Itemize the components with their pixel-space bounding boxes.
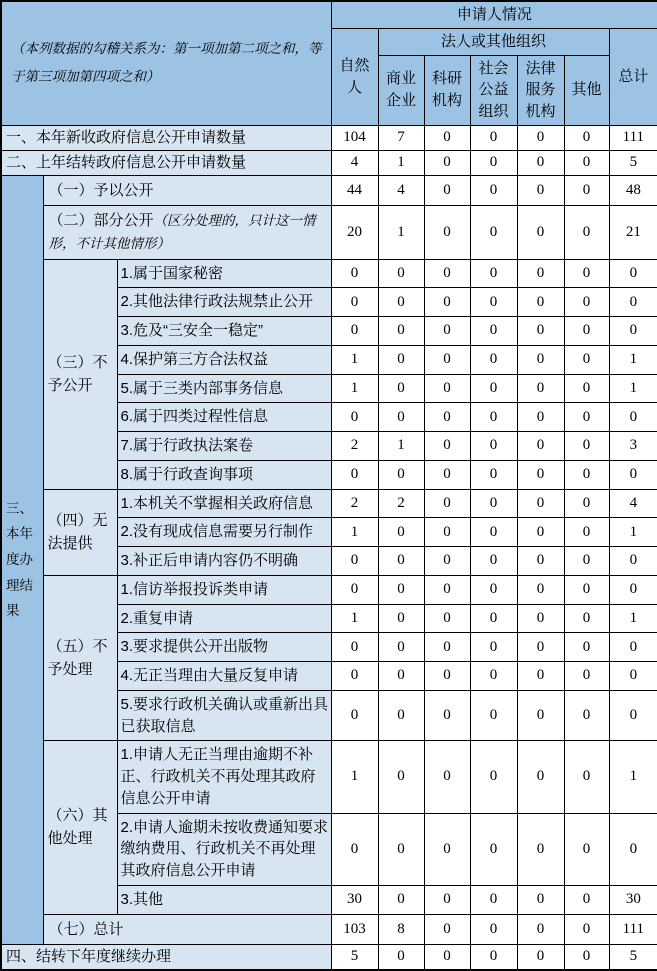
value-cell: 0 [564, 206, 609, 260]
value-cell: 44 [331, 175, 378, 205]
row-label-text: 3.要求提供公开出版物 [120, 638, 269, 656]
row-label-text: 7.属于行政执法案卷 [120, 437, 254, 454]
value-cell: 0 [517, 125, 564, 150]
value-cell: 0 [609, 662, 657, 691]
value-cell: 1 [378, 206, 424, 260]
row-label-text: 5.属于三类内部事务信息 [120, 379, 284, 397]
value-cell: 0 [609, 288, 657, 317]
row-label-text: 2.没有现成信息需要另行制作 [120, 523, 314, 541]
value-cell: 0 [564, 575, 609, 604]
value-cell: 0 [424, 432, 470, 461]
value-cell: 1 [609, 604, 657, 633]
table-row [1, 150, 657, 175]
value-cell: 0 [517, 690, 564, 741]
value-cell: 0 [378, 460, 424, 489]
value-cell: 0 [470, 125, 517, 150]
value-cell: 0 [564, 885, 609, 914]
row-label-text: 1.申请人无正当理由逾期不补正、行政机关不再处理其政府信息公开申请 [120, 746, 316, 807]
value-cell: 0 [564, 345, 609, 374]
value-cell: 0 [331, 288, 378, 317]
value-cell: 0 [470, 604, 517, 633]
row-label-text: （二）部分公开 [48, 212, 154, 229]
value-cell: 0 [378, 944, 424, 970]
row-label-text: 5.要求行政机关确认或重新出具已获取信息 [120, 695, 329, 735]
value-cell: 0 [564, 259, 609, 288]
value-cell: 0 [424, 460, 470, 489]
value-cell: 0 [424, 575, 470, 604]
table-row [1, 914, 657, 944]
row-label [43, 175, 331, 205]
value-cell: 0 [609, 547, 657, 576]
value-cell: 0 [424, 547, 470, 576]
value-cell: 0 [517, 662, 564, 691]
value-cell: 0 [470, 690, 517, 741]
value-cell: 0 [378, 547, 424, 576]
row-label-text: 2.重复申请 [120, 609, 194, 627]
value-cell: 0 [470, 944, 517, 970]
value-cell: 0 [424, 518, 470, 547]
value-cell: 21 [609, 206, 657, 260]
row-label [117, 374, 331, 403]
value-cell: 0 [564, 813, 609, 885]
value-cell: 2 [331, 432, 378, 461]
value-cell: 0 [609, 460, 657, 489]
value-cell: 0 [517, 288, 564, 317]
value-cell: 4 [609, 489, 657, 518]
value-cell: 0 [424, 813, 470, 885]
section-label: 三、本年度办理结果 [1, 175, 43, 944]
value-cell: 0 [331, 662, 378, 691]
value-cell: 0 [517, 206, 564, 260]
value-cell: 0 [564, 662, 609, 691]
table-row [1, 175, 657, 205]
value-cell: 0 [564, 125, 609, 150]
value-cell: 0 [517, 604, 564, 633]
value-cell: 0 [378, 288, 424, 317]
value-cell: 0 [517, 741, 564, 813]
value-cell: 0 [517, 403, 564, 432]
value-cell: 0 [517, 175, 564, 205]
value-cell: 0 [564, 604, 609, 633]
group-label: （四）无法提供 [43, 489, 117, 575]
value-cell: 0 [517, 914, 564, 944]
table-row [1, 206, 657, 260]
value-cell: 0 [517, 518, 564, 547]
row-label [117, 575, 331, 604]
value-cell: 0 [378, 259, 424, 288]
row-label-text: 3.危及“三安全一稳定” [120, 322, 264, 339]
row-label [117, 690, 331, 741]
value-cell: 0 [378, 345, 424, 374]
value-cell: 0 [564, 489, 609, 518]
value-cell: 0 [564, 317, 609, 346]
row-label [117, 259, 331, 288]
value-cell: 0 [378, 741, 424, 813]
value-cell: 0 [378, 885, 424, 914]
value-cell: 111 [609, 914, 657, 944]
row-label-text: 1.信访举报投诉类申请 [120, 580, 269, 598]
value-cell: 0 [517, 813, 564, 885]
value-cell: 0 [424, 944, 470, 970]
value-cell: 1 [331, 741, 378, 813]
value-cell: 0 [564, 914, 609, 944]
value-cell: 2 [378, 489, 424, 518]
row-label-text: 二、上年结转政府信息公开申请数量 [6, 153, 247, 171]
value-cell: 0 [424, 662, 470, 691]
value-cell: 20 [331, 206, 378, 260]
value-cell: 3 [609, 432, 657, 461]
value-cell: 0 [564, 741, 609, 813]
header-row-applicant [1, 1, 657, 28]
value-cell: 1 [378, 432, 424, 461]
row-label [117, 403, 331, 432]
value-cell: 0 [564, 432, 609, 461]
table-row [1, 489, 657, 518]
group-label: （五）不予处理 [43, 575, 117, 741]
value-cell: 0 [470, 317, 517, 346]
table-header [1, 1, 657, 125]
row-label-text: 4.无正当理由大量反复申请 [120, 667, 299, 684]
row-label-text: 2.其他法律行政法规禁止公开 [120, 293, 314, 311]
reconciliation-note: （本列数据的勾稽关系为：第一项加第二项之和，等于第三项加第四项之和） [1, 1, 331, 125]
table-row [1, 259, 657, 288]
value-cell: 0 [331, 690, 378, 741]
value-cell: 0 [470, 460, 517, 489]
row-label [117, 432, 331, 461]
value-cell: 0 [378, 604, 424, 633]
row-label [117, 288, 331, 317]
value-cell: 0 [470, 633, 517, 662]
value-cell: 0 [331, 403, 378, 432]
value-cell: 111 [609, 125, 657, 150]
value-cell: 0 [424, 489, 470, 518]
value-cell: 0 [517, 432, 564, 461]
value-cell: 0 [564, 150, 609, 175]
value-cell: 0 [424, 690, 470, 741]
value-cell: 0 [378, 374, 424, 403]
row-label-text: 2.申请人逾期未按收费通知要求缴纳费用、行政机关不再处理其政府信息公开申请 [120, 818, 329, 879]
value-cell: 0 [424, 259, 470, 288]
value-cell: 48 [609, 175, 657, 205]
value-cell: 0 [564, 175, 609, 205]
value-cell: 0 [609, 575, 657, 604]
value-cell: 1 [609, 518, 657, 547]
row-label-note: （区分处理的，只计这一情形，不计其他情形） [48, 213, 316, 252]
row-label [117, 741, 331, 813]
value-cell: 4 [331, 150, 378, 175]
row-label [117, 547, 331, 576]
value-cell: 0 [517, 547, 564, 576]
value-cell: 0 [424, 345, 470, 374]
value-cell: 5 [609, 944, 657, 970]
value-cell: 0 [378, 575, 424, 604]
value-cell: 0 [517, 150, 564, 175]
value-cell: 0 [470, 175, 517, 205]
row-label-text: 3.其他 [120, 890, 164, 908]
header-applicant-group: 申请人情况 [331, 1, 657, 28]
value-cell: 0 [517, 633, 564, 662]
header-legal-org-group: 法人或其他组织 [378, 28, 609, 55]
row-label [117, 633, 331, 662]
value-cell: 0 [331, 633, 378, 662]
value-cell: 0 [517, 374, 564, 403]
value-cell: 0 [517, 944, 564, 970]
value-cell: 0 [470, 374, 517, 403]
value-cell: 0 [424, 317, 470, 346]
value-cell: 0 [470, 547, 517, 576]
value-cell: 30 [331, 885, 378, 914]
value-cell: 0 [331, 460, 378, 489]
row-label [1, 150, 331, 175]
value-cell: 103 [331, 914, 378, 944]
value-cell: 0 [609, 259, 657, 288]
value-cell: 0 [424, 604, 470, 633]
value-cell: 1 [378, 150, 424, 175]
group-label: （六）其他处理 [43, 741, 117, 914]
row-label [117, 489, 331, 518]
value-cell: 30 [609, 885, 657, 914]
value-cell: 0 [517, 489, 564, 518]
row-label-text: 1.本机关不掌握相关政府信息 [120, 494, 314, 512]
value-cell: 0 [378, 690, 424, 741]
value-cell: 0 [424, 914, 470, 944]
row-label-text: 4.保护第三方合法权益 [120, 350, 269, 368]
col-total: 总计 [609, 28, 657, 125]
value-cell: 0 [424, 175, 470, 205]
value-cell: 0 [470, 662, 517, 691]
value-cell: 0 [470, 150, 517, 175]
value-cell: 0 [331, 575, 378, 604]
value-cell: 8 [378, 914, 424, 944]
col-natural-person: 自然人 [331, 28, 378, 125]
value-cell: 1 [331, 518, 378, 547]
value-cell: 0 [564, 633, 609, 662]
row-label-text: （七）总计 [48, 920, 124, 938]
col-social-welfare-org: 社会公益组织 [470, 55, 517, 125]
value-cell: 0 [424, 403, 470, 432]
row-label [117, 813, 331, 885]
value-cell: 0 [424, 288, 470, 317]
value-cell: 0 [378, 317, 424, 346]
row-label [1, 125, 331, 150]
row-label [1, 944, 331, 970]
value-cell: 0 [470, 575, 517, 604]
row-label [117, 885, 331, 914]
value-cell: 0 [470, 288, 517, 317]
value-cell: 0 [564, 547, 609, 576]
value-cell: 0 [470, 403, 517, 432]
value-cell: 0 [378, 633, 424, 662]
value-cell: 0 [424, 150, 470, 175]
col-business-enterprise: 商业企业 [378, 55, 424, 125]
value-cell: 0 [470, 741, 517, 813]
value-cell: 0 [470, 813, 517, 885]
row-label [117, 662, 331, 691]
value-cell: 1 [331, 345, 378, 374]
value-cell: 1 [331, 604, 378, 633]
value-cell: 0 [470, 518, 517, 547]
value-cell: 0 [470, 432, 517, 461]
value-cell: 0 [517, 317, 564, 346]
value-cell: 7 [378, 125, 424, 150]
value-cell: 0 [517, 460, 564, 489]
value-cell: 0 [470, 914, 517, 944]
row-label [43, 914, 331, 944]
col-legal-service-institution: 法律服务机构 [517, 55, 564, 125]
value-cell: 0 [424, 374, 470, 403]
value-cell: 0 [424, 741, 470, 813]
table-row [1, 125, 657, 150]
row-label [117, 518, 331, 547]
col-research-institution: 科研机构 [424, 55, 470, 125]
value-cell: 2 [331, 489, 378, 518]
value-cell: 0 [517, 885, 564, 914]
table-row [1, 741, 657, 813]
row-label-text: 8.属于行政查询事项 [120, 465, 254, 483]
row-label-text: 6.属于四类过程性信息 [120, 408, 269, 426]
value-cell: 0 [609, 690, 657, 741]
value-cell: 0 [331, 813, 378, 885]
value-cell: 0 [564, 944, 609, 970]
row-label-text: 一、本年新收政府信息公开申请数量 [6, 128, 247, 146]
value-cell: 0 [609, 813, 657, 885]
value-cell: 0 [470, 885, 517, 914]
value-cell: 0 [470, 206, 517, 260]
value-cell: 0 [470, 259, 517, 288]
value-cell: 0 [331, 547, 378, 576]
value-cell: 1 [331, 374, 378, 403]
value-cell: 0 [609, 317, 657, 346]
value-cell: 0 [331, 317, 378, 346]
value-cell: 1 [609, 345, 657, 374]
value-cell: 0 [424, 633, 470, 662]
value-cell: 0 [609, 633, 657, 662]
value-cell: 1 [609, 741, 657, 813]
value-cell: 1 [609, 374, 657, 403]
value-cell: 0 [470, 489, 517, 518]
value-cell: 104 [331, 125, 378, 150]
row-label-text: 1.属于国家秘密 [120, 264, 224, 282]
row-label [117, 460, 331, 489]
value-cell: 0 [564, 690, 609, 741]
row-label [43, 206, 331, 260]
col-other: 其他 [564, 55, 609, 125]
value-cell: 4 [378, 175, 424, 205]
value-cell: 0 [378, 813, 424, 885]
value-cell: 0 [378, 662, 424, 691]
row-label [117, 345, 331, 374]
table-row [1, 944, 657, 970]
value-cell: 0 [424, 885, 470, 914]
value-cell: 0 [564, 518, 609, 547]
value-cell: 0 [517, 259, 564, 288]
value-cell: 0 [378, 518, 424, 547]
row-label [117, 317, 331, 346]
table-row [1, 575, 657, 604]
value-cell: 5 [331, 944, 378, 970]
value-cell: 0 [609, 403, 657, 432]
row-label-text: 四、结转下年度继续办理 [6, 947, 172, 965]
table-body [1, 125, 657, 970]
value-cell: 0 [564, 460, 609, 489]
value-cell: 0 [564, 403, 609, 432]
value-cell: 0 [564, 288, 609, 317]
value-cell: 0 [424, 125, 470, 150]
value-cell: 0 [517, 345, 564, 374]
group-label: （三）不予公开 [43, 259, 117, 489]
value-cell: 0 [378, 403, 424, 432]
row-label-text: 3.补正后申请内容仍不明确 [120, 552, 299, 569]
value-cell: 0 [331, 259, 378, 288]
row-label [117, 604, 331, 633]
value-cell: 5 [609, 150, 657, 175]
value-cell: 0 [424, 206, 470, 260]
value-cell: 0 [470, 345, 517, 374]
row-label-text: （一）予以公开 [48, 181, 154, 199]
value-cell: 0 [517, 575, 564, 604]
value-cell: 0 [564, 374, 609, 403]
